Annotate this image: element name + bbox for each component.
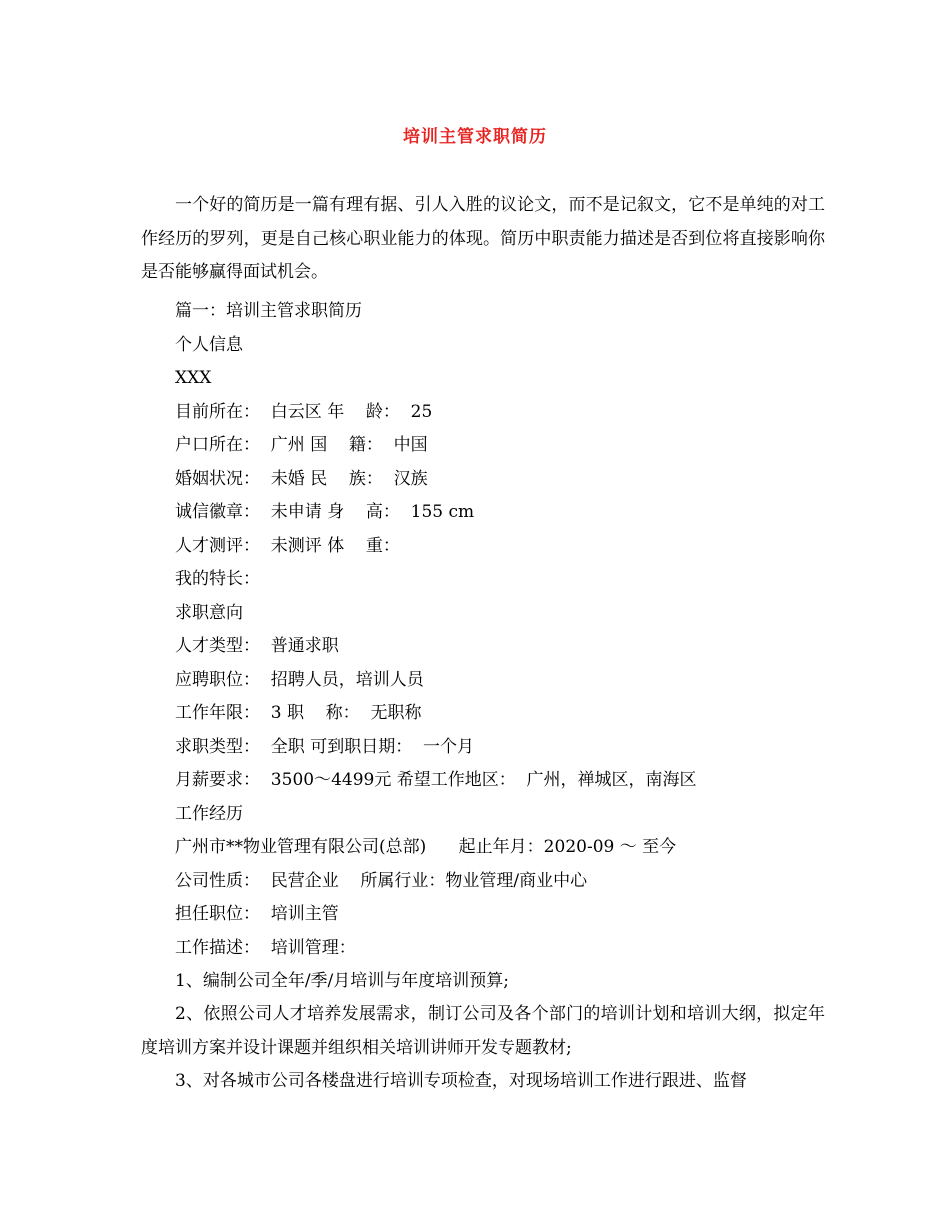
candidate-name: XXX [175,368,212,388]
intention-salary-area: 月薪要求： 3500～4499元 希望工作地区： 广州，禅城区，南海区 [175,770,697,790]
intention-positions: 应聘职位： 招聘人员，培训人员 [175,669,424,690]
section-heading-personal-info: 个人信息 [175,334,243,355]
document-title: 培训主管求职简历 [403,127,547,147]
info-assessment-weight: 人才测评： 未测评 体 重： [175,535,400,556]
duty-item-1: 1、编制公司全年/季/月培训与年度培训预算; [175,971,509,991]
intention-talent-type: 人才类型： 普通求职 [175,636,339,656]
intro-paragraph: 一个好的简历是一篇有理有据、引人入胜的议论文，而不是记叙文，它不是单纯的对工作经历的罗列，更是自己核心职业能力的体现。简历中职责能力描述是否到位将直接影响你是否能够赢得面试机会。 [141,195,825,282]
info-location-age: 目前所在： 白云区 年 龄： 25 [175,401,433,422]
section-heading-job-intention: 求职意向 [175,602,243,623]
info-badge-height: 诚信徽章： 未申请 身 高： 155 cm [175,502,475,522]
info-marital-ethnicity: 婚姻状况： 未婚 民 族： 汉族 [175,468,428,489]
section-heading-work-experience: 工作经历 [175,803,243,824]
work-company-nature: 公司性质： 民营企业 所属行业：物业管理/商业中心 [175,870,588,891]
work-description: 工作描述： 培训管理： [175,937,356,958]
section-heading-part-one: 篇一：培训主管求职简历 [175,301,362,321]
duty-item-3: 3、对各城市公司各楼盘进行培训专项检查，对现场培训工作进行跟进、监督 [175,1071,747,1091]
intention-job-type: 求职类型： 全职 可到职日期： 一个月 [175,736,475,757]
resume-lines [0,295,950,999]
work-company-period: 广州市**物业管理有限公司(总部) 起止年月：2020-09 ～ 至今 [175,837,677,857]
info-hukou-nationality: 户口所在： 广州 国 籍： 中国 [175,435,428,455]
intention-years-title: 工作年限： 3 职 称： 无职称 [175,703,422,723]
duty-item-2: 2、依照公司人才培养发展需求，制订公司及各个部门的培训计划和培训大纲，拟定年度培训方案并设计课题并组织相关培训讲师开发专题教材; [141,1004,825,1058]
work-position: 担任职位： 培训主管 [175,904,339,924]
info-specialties: 我的特长： [175,569,260,589]
